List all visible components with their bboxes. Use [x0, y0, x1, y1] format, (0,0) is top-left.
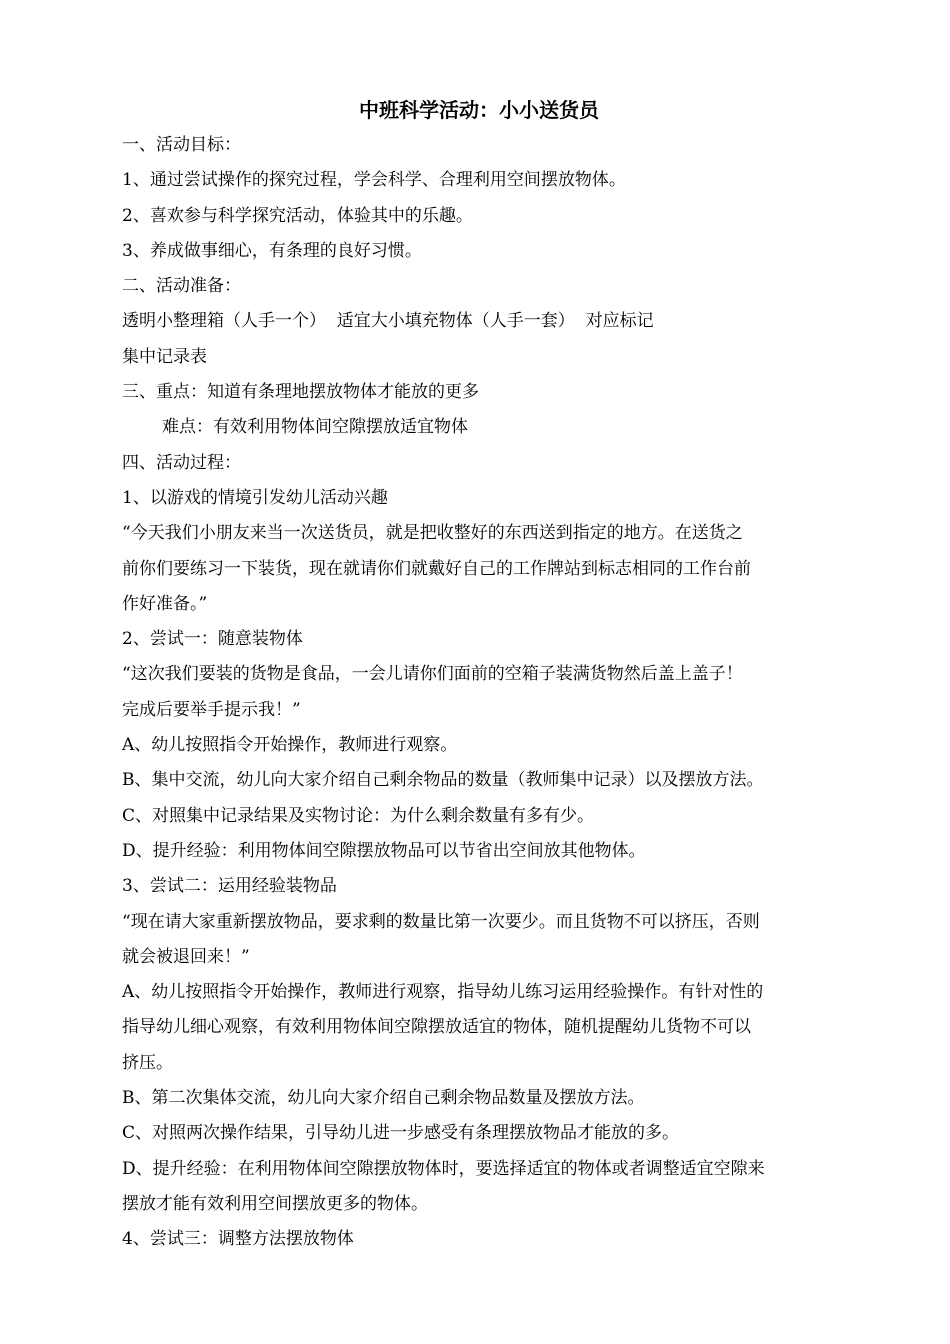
step-3-item-b: B、第二次集体交流，幼儿向大家介绍自己剩余物品数量及摆放方法。 — [122, 1088, 645, 1109]
section-heading-preparation: 二、活动准备： — [122, 276, 241, 297]
step-1-quote-line-1: “今天我们小朋友来当一次送货员，就是把收整好的东西送到指定的地方。在送货之 — [122, 523, 743, 544]
step-1-quote-line-2: 前你们要练习一下装货，现在就请你们就戴好自己的工作牌站到标志相同的工作台前 — [122, 558, 751, 579]
step-2-item-a: A、幼儿按照指令开始操作，教师进行观察。 — [122, 735, 458, 756]
document-title: 中班科学活动：小小送货员 — [359, 98, 599, 122]
step-2-item-d: D、提升经验：利用物体间空隙摆放物品可以节省出空间放其他物体。 — [122, 840, 646, 861]
step-2-item-b: B、集中交流，幼儿向大家介绍自己剩余物品的数量（教师集中记录）以及摆放方法。 — [122, 770, 764, 791]
step-2-heading: 2、尝试一：随意装物体 — [122, 629, 303, 650]
preparation-materials: 透明小整理箱（人手一个） 适宜大小填充物体（人手一套） 对应标记 — [122, 311, 654, 332]
section-heading-process: 四、活动过程： — [122, 452, 241, 473]
step-3-item-a-line-3: 挤压。 — [122, 1052, 173, 1073]
step-2-quote-line-1: “这次我们要装的货物是食品，一会儿请你们面前的空箱子装满货物然后盖上盖子！ — [122, 664, 743, 685]
step-4-heading: 4、尝试三：调整方法摆放物体 — [122, 1229, 354, 1250]
step-2-item-c: C、对照集中记录结果及实物讨论：为什么剩余数量有多有少。 — [122, 805, 595, 826]
step-3-quote-line-2: 就会被退回来！” — [122, 946, 250, 967]
step-3-item-d-line-2: 摆放才能有效利用空间摆放更多的物体。 — [122, 1193, 428, 1214]
step-1-heading: 1、以游戏的情境引发幼儿活动兴趣 — [122, 487, 388, 508]
step-3-quote-line-1: “现在请大家重新摆放物品，要求剩的数量比第一次要少。而且货物不可以挤压，否则 — [122, 911, 760, 932]
step-3-heading: 3、尝试二：运用经验装物品 — [122, 876, 337, 897]
step-2-quote-line-2: 完成后要举手提示我！” — [122, 699, 301, 720]
goal-item-3: 3、养成做事细心，有条理的良好习惯。 — [122, 240, 422, 261]
document-body — [122, 92, 832, 1258]
goal-item-2: 2、喜欢参与科学探究活动，体验其中的乐趣。 — [122, 205, 473, 226]
step-1-quote-line-3: 作好准备。” — [122, 593, 208, 614]
step-3-item-c: C、对照两次操作结果，引导幼儿进一步感受有条理摆放物品才能放的多。 — [122, 1123, 680, 1144]
goal-item-1: 1、通过尝试操作的探究过程，学会科学、合理利用空间摆放物体。 — [122, 170, 626, 191]
step-3-item-d-line-1: D、提升经验：在利用物体间空隙摆放物体时，要选择适宜的物体或者调整适宜空隙来 — [122, 1158, 765, 1179]
difficult-point: 难点：有效利用物体间空隙摆放适宜物体 — [162, 417, 468, 438]
step-3-item-a-line-1: A、幼儿按照指令开始操作，教师进行观察，指导幼儿练习运用经验操作。有针对性的 — [122, 982, 764, 1003]
step-3-item-a-line-2: 指导幼儿细心观察，有效利用物体间空隙摆放适宜的物体，随机提醒幼儿货物不可以 — [122, 1017, 751, 1038]
key-point: 三、重点：知道有条理地摆放物体才能放的更多 — [122, 382, 479, 403]
section-heading-goals: 一、活动目标： — [122, 135, 241, 155]
preparation-record-sheet: 集中记录表 — [122, 346, 207, 367]
